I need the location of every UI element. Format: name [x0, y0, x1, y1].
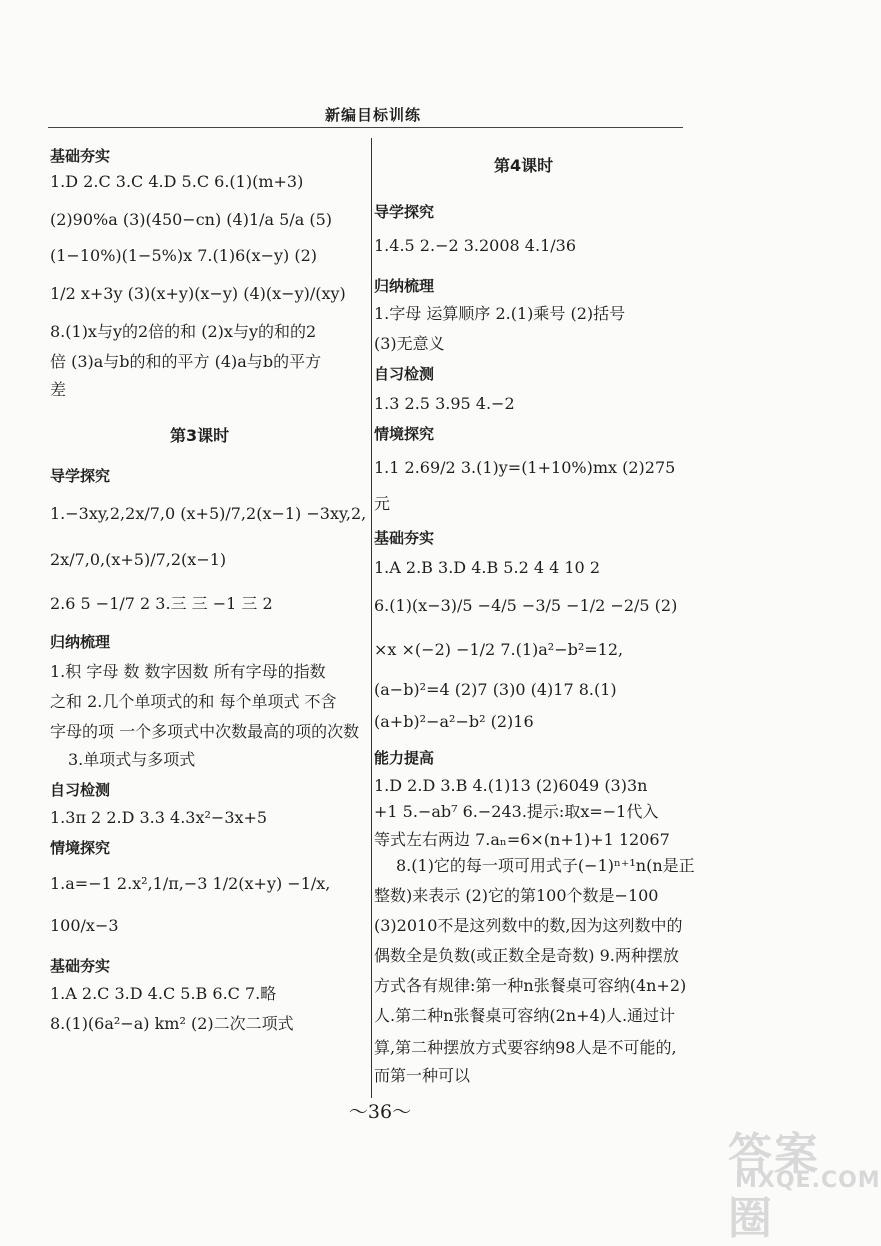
- answer-line: (3)无意义: [374, 334, 445, 353]
- answer-line: 字母的项 一个多项式中次数最高的项的次数: [50, 722, 360, 741]
- answer-line: 偶数全是负数(或正数全是奇数) 9.两种摆放: [374, 946, 679, 965]
- section-heading: 自习检测: [374, 365, 435, 383]
- page-number: ～36～: [348, 1101, 412, 1123]
- section-heading: 能力提高: [374, 749, 435, 767]
- answer-line: 整数)来表示 (2)它的第100个数是−100: [374, 886, 659, 905]
- answer-line: +1 5.−ab⁷ 6.−243.提示:取x=−1代入: [374, 802, 659, 821]
- answer-line: 1.A 2.B 3.D 4.B 5.2 4 4 10 2: [374, 558, 600, 577]
- answer-line: (1−10%)(1−5%)x 7.(1)6(x−y) (2): [50, 246, 318, 265]
- answer-line: 元: [374, 494, 391, 513]
- answer-line: 6.(1)(x−3)/5 −4/5 −3/5 −1/2 −2/5 (2): [374, 596, 678, 615]
- answer-line: 3.单项式与多项式: [68, 750, 196, 769]
- answer-line: ×x ×(−2) −1/2 7.(1)a²−b²=12,: [374, 640, 624, 659]
- answer-line: 等式左右两边 7.aₙ=6×(n+1)+1 12067: [374, 830, 670, 849]
- answer-line: 1.D 2.D 3.B 4.(1)13 (2)6049 (3)3n: [374, 776, 648, 795]
- header-rule: [48, 127, 683, 128]
- answer-line: 100/x−3: [50, 916, 119, 935]
- answer-line: 1/2 x+3y (3)(x+y)(x−y) (4)(x−y)/(xy): [50, 284, 346, 303]
- section-heading: 归纳梳理: [374, 277, 435, 295]
- answer-line: 8.(1)它的每一项可用式子(−1)ⁿ⁺¹n(n是正: [396, 856, 695, 875]
- answer-line: (3)2010不是这列数中的数,因为这列数中的: [374, 916, 683, 935]
- lesson-title: 第4课时: [494, 156, 554, 175]
- section-heading: 导学探究: [374, 203, 435, 221]
- answer-line: 差: [50, 380, 67, 399]
- answer-line: 1.3π 2 2.D 3.3 4.3x²−3x+5: [50, 808, 268, 827]
- answer-line: (2)90%a (3)(450−cn) (4)1/a 5/a (5): [50, 210, 333, 229]
- column-divider: [371, 138, 372, 1098]
- answer-line: 人.第二种n张餐桌可容纳(2n+4)人.通过计: [374, 1006, 676, 1025]
- watermark-url: MXQE.COM: [735, 1168, 881, 1193]
- section-heading: 情境探究: [374, 425, 435, 443]
- section-heading: 情境探究: [50, 839, 111, 857]
- answer-line: 1.A 2.C 3.D 4.C 5.B 6.C 7.略: [50, 984, 277, 1003]
- answer-line: 方式各有规律:第一种n张餐桌可容纳(4n+2): [374, 976, 687, 995]
- section-heading: 基础夯实: [50, 147, 111, 165]
- header-title: 新编目标训练: [324, 106, 421, 124]
- answer-line: 算,第二种摆放方式要容纳98人是不可能的,: [374, 1038, 677, 1057]
- watermark-logo: 答案圈: [728, 1129, 820, 1244]
- section-heading: 基础夯实: [50, 957, 111, 975]
- lesson-title: 第3课时: [170, 426, 230, 445]
- answer-line: 1.a=−1 2.x²,1/π,−3 1/2(x+y) −1/x,: [50, 874, 331, 893]
- answer-line: 1.3 2.5 3.95 4.−2: [374, 394, 515, 413]
- answer-line: 之和 2.几个单项式的和 每个单项式 不含: [50, 692, 337, 711]
- answer-line: 8.(1)(6a²−a) km² (2)二次二项式: [50, 1014, 294, 1033]
- answer-line: 2.6 5 −1/7 2 3.三 三 −1 三 2: [50, 594, 273, 613]
- answer-line: 而第一种可以: [374, 1066, 471, 1085]
- answer-line: 1.字母 运算顺序 2.(1)乘号 (2)括号: [374, 304, 626, 323]
- section-heading: 导学探究: [50, 467, 111, 485]
- answer-line: 1.1 2.69/2 3.(1)y=(1+10%)mx (2)275: [374, 458, 676, 477]
- answer-line: 8.(1)x与y的2倍的和 (2)x与y的和的2: [50, 322, 317, 341]
- answer-line: 1.D 2.C 3.C 4.D 5.C 6.(1)(m+3): [50, 172, 304, 191]
- answer-line: 2x/7,0,(x+5)/7,2(x−1): [50, 550, 227, 569]
- answer-line: 1.积 字母 数 数字因数 所有字母的指数: [50, 662, 326, 681]
- section-heading: 自习检测: [50, 781, 111, 799]
- answer-line: (a−b)²=4 (2)7 (3)0 (4)17 8.(1): [374, 680, 617, 699]
- section-heading: 归纳梳理: [50, 633, 111, 651]
- answer-line: 倍 (3)a与b的和的平方 (4)a与b的平方: [50, 352, 322, 371]
- answer-line: (a+b)²−a²−b² (2)16: [374, 712, 534, 731]
- answer-line: 1.−3xy,2,2x/7,0 (x+5)/7,2(x−1) −3xy,2,: [50, 504, 367, 523]
- answer-line: 1.4.5 2.−2 3.2008 4.1/36: [374, 236, 576, 255]
- section-heading: 基础夯实: [374, 529, 435, 547]
